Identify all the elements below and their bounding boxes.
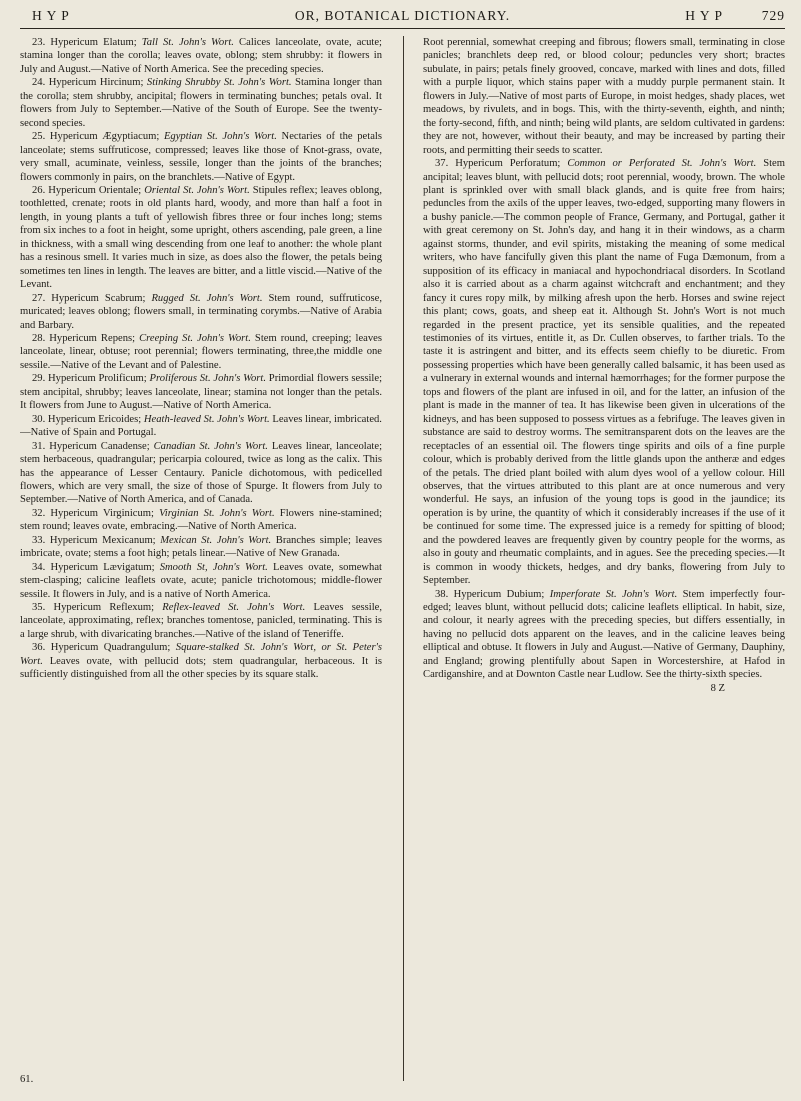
left-column: [20, 36, 382, 1088]
header-left-guide-word: H Y P: [32, 8, 70, 23]
entry-text: Stamina longer than the corolla; stem shrubby, ancipital; flowers in terminating bunches; petals oval. It flowers from July to September.—Native of the South of Europe. See the twenty-second species.: [20, 77, 382, 129]
entry-latin-name: Hypericum Canadense;: [49, 440, 150, 452]
entry: [20, 534, 382, 561]
entry-common-name: Rugged St. John's Wort.: [151, 292, 263, 304]
entry-text: Stem round, suffruticose, muricated; leaves oblong; flowers small, in terminating corymbs.—Native of Arabia and Barbary.: [20, 292, 382, 331]
entry: [20, 332, 382, 372]
entry-text: Leaves ovate, somewhat stem-clasping; calicine leaflets ovate, acute; panicle trichotomous; middle-flower sessile. It flowers in July, and is a native of North America.: [20, 561, 382, 600]
entry-common-name: Imperforate St. John's Wort.: [549, 588, 678, 600]
entry-number: 23.: [32, 37, 46, 48]
entry-common-name: Square-stalked St. John's Wort, or St. Peter's Wort.: [20, 642, 382, 667]
entry-text: Branches simple; leaves imbricate, ovate; stems a foot high; petals linear.—Native of New Granada.: [20, 534, 382, 560]
entry-number: 33.: [32, 534, 46, 546]
entry-number: 35.: [32, 602, 46, 614]
entry-latin-name: Hypericum Ægyptiacum;: [49, 131, 160, 143]
entry: [423, 588, 785, 682]
signature-mark-left: 61.: [20, 1073, 34, 1085]
entry-number: 32.: [32, 507, 46, 519]
entry-common-name: Common or Perforated St. John's Wort.: [567, 158, 757, 170]
entry-text: Primordial flowers sessile; stem ancipital, shrubby; leaves lanceolate, linear; stamina not longer than the petals. It flowers from June to August.—Native of North America.: [20, 373, 382, 412]
entry-text: Stipules reflex; leaves oblong, toothletted, crenate; roots in old plants hard, woody, and more than half a foot in length, in young plants a tuft of yellowish fibres three or four inches long; stems from six inches to a foot in height, some upright, others ascending, pale green, a line in thickness, with a small wing descending from one leaf to another: the whole plant has a resinous smell. It varies much in size, as does also the flower, the petals being sometimes ten lines in length. The leaves are bitter, and a little viscid.—Native of the Levant.: [20, 184, 382, 291]
entry-latin-name: Hypericum Mexicanum;: [49, 534, 156, 546]
entry-continuation: Root perennial, somewhat creeping and fibrous; flowers small, terminating in close panicles; branchlets deep red, or blood colour; peduncles very short; bractes subulate, in pairs; petals finely grooved, concave, marked with lines and dots, filled with a purple liquor, which stains paper with a muddy purple permanent stain. It flowers in July.—Native of most parts of Europe, in moist hedges, shady places, wet meadows, by rivulets, and in bogs. This, with the thirty-seventh, eighth, and ninth; the forty-second, fifth, and ninth; being wild plants, are seldom cultivated in gardens: they are not, however, without their beauty, and may be increased by parting their roots, and permitting their seeds to scatter.: [423, 37, 785, 156]
entry-common-name: Mexican St. John's Wort.: [160, 534, 272, 546]
entry-number: 37.: [435, 158, 449, 170]
entry: [20, 507, 382, 534]
entry-text: Leaves linear, lanceolate; stem herbaceous, quadrangular; pericarpia coloured, twice as long as the calix. This has the appearance of Lesser Centaury. Panicle dichotomous, with pedicelled flowers, which are very small, the size of those of Spurge. It flowers from July to September.—Native of North America, and of Canada.: [20, 440, 382, 506]
entry-text: Leaves sessile, lanceolate, approximating, reflex; branches tomentose, panicled, terminating. This is a large shrub, with divaricating branches.—Native of the island of Teneriffe.: [20, 602, 382, 640]
entry-number: 28.: [32, 332, 46, 344]
right-column: [423, 36, 785, 1088]
entry-number: 31.: [32, 440, 46, 452]
entry-common-name: Reflex-leaved St. John's Wort.: [162, 602, 306, 614]
entry-latin-name: Hypericum Prolificum;: [48, 373, 147, 385]
entry-number: 34.: [32, 561, 46, 573]
entry-latin-name: Hypericum Hircinum;: [48, 77, 144, 89]
entry-number: 30.: [32, 413, 46, 425]
entry-latin-name: Hypericum Repens;: [49, 332, 136, 344]
header-right-guide-word: H Y P: [685, 8, 723, 23]
entry-text: Stem imperfectly four-edged; leaves blunt, without pellucid dots; calicine leaflets elliptical. In habit, size, and colour, it nearly agrees with the preceding species, but differs essentially, in having no pellucid dots apparent on the leaves, and in the calicine leaves being elliptical and obtuse. It flowers in July and August.—Native of Germany, Dauphiny, and England; growing plentifully about Sapen in Worcestershire, at Hafod in Cardiganshire, and at Downton Castle near Ludlow. See the thirty-sixth species.: [423, 588, 785, 681]
entry-text: Leaves ovate, with pellucid dots; stem quadrangular, herbaceous. It is sufficiently distinguished from all the other species by its square stalk.: [20, 655, 382, 681]
entry-common-name: Canadian St. John's Wort.: [153, 440, 268, 452]
entry-text: Stem round, creeping; leaves lanceolate, linear, obtuse; root perennial; flowers terminating, three,the middle one sessile.—Native of the Levant and of Palestine.: [20, 332, 382, 371]
entry: [20, 292, 382, 332]
entry-number: 25.: [32, 131, 46, 143]
header-rule: [20, 28, 785, 29]
page-number: 729: [761, 8, 785, 23]
entry: [20, 601, 382, 641]
entry-common-name: Stinking Shrubby St. John's Wort.: [146, 77, 292, 89]
entry-text: Calices lanceolate, ovate, acute; stamina longer than the corolla; leaves ovate, oblong; stem shrubby: it flowers in July and August.—Native of North America. See the preceding species.: [20, 37, 382, 75]
entry: [20, 561, 382, 601]
entry-latin-name: Hypericum Virginicum;: [50, 507, 154, 519]
entry-number: 24.: [32, 77, 46, 89]
entry-text: Nectaries of the petals lanceolate; stems suffruticose, compressed; leaves like those of Knot-grass, ovate, very small, acuminate, veinless, sessile, longer than the joints of the branches; flowers commonly in pairs, on the branchlets.—Native of Egypt.: [20, 131, 382, 183]
entry: [423, 157, 785, 588]
entry-latin-name: Hypericum Elatum;: [50, 37, 137, 48]
entry-common-name: Virginian St. John's Wort.: [159, 507, 275, 519]
running-header: [20, 8, 785, 28]
entry-text: Flowers nine-stamined; stem round; leaves ovate, embracing.—Native of North America.: [20, 507, 382, 533]
entry-latin-name: Hypericum Perforatum;: [455, 158, 561, 170]
entry-number: 36.: [32, 642, 46, 654]
column-divider: [403, 36, 404, 1081]
entry: [20, 440, 382, 507]
entry: [20, 413, 382, 440]
entry-latin-name: Hypericum Reflexum;: [53, 602, 155, 614]
entry-latin-name: Hypericum Orientale;: [48, 184, 142, 196]
entry-number: 38.: [435, 588, 449, 600]
entry: [20, 372, 382, 412]
entry-common-name: Creeping St. John's Wort.: [139, 332, 251, 344]
entry-common-name: Oriental St. John's Wort.: [144, 184, 250, 196]
entry-number: 27.: [32, 292, 46, 304]
entry-number: 26.: [32, 184, 46, 196]
entry-common-name: Proliferous St. John's Wort.: [149, 373, 267, 385]
entry-latin-name: Hypericum Dubium;: [453, 588, 545, 600]
entry-latin-name: Hypericum Lævigatum;: [50, 561, 155, 573]
entry: [20, 641, 382, 681]
entry-text: Leaves linear, imbricated.—Native of Spain and Portugal.: [20, 413, 382, 439]
signature-mark-right: 8 Z: [710, 682, 725, 694]
entry: [20, 184, 382, 292]
entry-latin-name: Hypericum Scabrum;: [51, 292, 146, 304]
entry: [20, 76, 382, 130]
entry-common-name: Smooth St, John's Wort.: [159, 561, 268, 573]
entry-common-name: Egyptian St. John's Wort.: [163, 131, 277, 143]
entry-latin-name: Hypericum Ericoides;: [47, 413, 142, 425]
entry-common-name: Tall St. John's Wort.: [141, 37, 234, 48]
entry-text: Stem ancipital; leaves blunt, with pellucid dots; root perennial, woody, brown. The whole plant is sprinkled over with small black glands, and is quite free from hairs; peduncles from the axils of the upper leaves, two-edged, supporting many flowers in a bushy panicle.—The common people of France, Germany, and Portugal, gather it with great ceremony on St. John's day, and hang it in their windows, as a charm against storms, thunder, and evil spirits, mistaking the meaning of some medical writers, who have fancifully given this plant the name of Fuga Dæmonum, from a supposition of its efficacy in maniacal and hypochondriacal disorders. In Scotland also it is carried about as a charm against witchcraft and enchantment; and they fancy it cures ropy milk, by milking afresh upon the herb. Horses and swine reject this plant; cows, goats, and sheep eat it. Although St. John's Wort is not much regarded in the present practice, yet its sensible qualities, and the repeated testimonies of its virtues, entitle it, as Dr. Cullen observes, to farther trials. To the taste it is astringent and bitter, and its effects seem chiefly to be diuretic. From possessing properties which have been generally called balsamic, it has been used as a vulnerary in external wounds and internal hæmorrhages; for the former purpose the tops and flowers of the plant are infused in oil, and for the latter, an infusion of the plant is made in the manner of tea. It has likewise been given in ulcerations of the kidneys, and has been supposed to possess virtues as a febrifuge. The leaves given in substance are said to destroy worms. The semitransparent dots on the leaves are the receptacles of an essential oil. The flowers tinge spirits and oils of a fine purple colour, which is probably derived from the little glands upon the antheræ and edges of the petals. The dried plant boiled with alum dyes wool of a yellow colour. Hill observes, that the virtues attributed to this plant are at once numerous and very wonderful. He says, an infusion of the young tops is good in the jaundice; its operation is by urine, the quantity of which it considerably increases if the use of it be continued for some time. The expressed juice is a remedy for spitting of blood; and the powdered leaves are frequently given by country people for the worms, as also in gouty and rheumatic complaints, and in agues. See the preceding species.—It is common in woody thickets, hedges, and dry banks, flowering from July to September.: [423, 158, 785, 587]
entry: [20, 130, 382, 184]
header-title: OR, BOTANICAL DICTIONARY.: [294, 8, 511, 23]
entry: [20, 36, 382, 76]
entry-number: 29.: [32, 373, 46, 385]
entry-common-name: Heath-leaved St. John's Wort.: [143, 413, 270, 425]
entry-latin-name: Hypericum Quadrangulum;: [50, 642, 171, 654]
